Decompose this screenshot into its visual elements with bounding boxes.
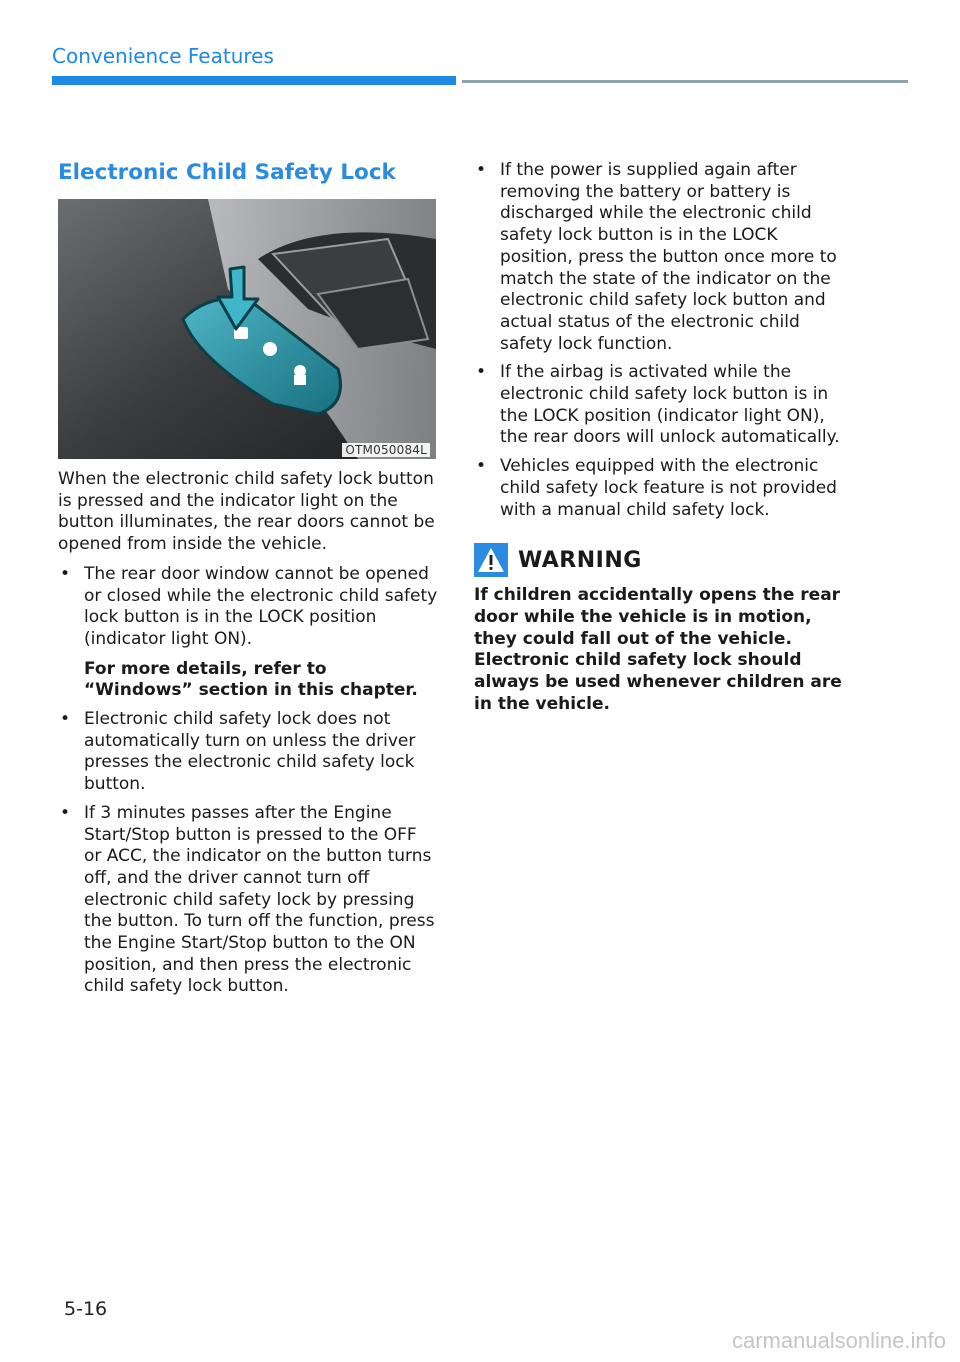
bullet-text: If the power is supplied again after removing the battery or battery is discharged while the electronic child safety lock button is in the LOCK position, press the button once more to match the state of the indicator on the electronic child safety lock button and actual status of the electronic child safety lock function. bbox=[500, 160, 837, 354]
intro-paragraph: When the electronic child safety lock button is pressed and the indicator light on the button illuminates, the rear doors cannot be opened from inside the vehicle. bbox=[58, 469, 435, 555]
list-item bbox=[474, 362, 850, 449]
list-item bbox=[58, 803, 438, 998]
warning-text: If children accidentally opens the rear door while the vehicle is in motion, they could fall out of the vehicle. Electronic child safety lock should always be used whenever children are in the vehicle. bbox=[474, 585, 842, 714]
bullet-text: Electronic child safety lock does not automatically turn on unless the driver presses the electronic child safety lock button. bbox=[84, 709, 416, 795]
bullet-glyph: • bbox=[60, 802, 71, 823]
list-item bbox=[474, 160, 850, 355]
bullet-note: For more details, refer to “Windows” section in this chapter. bbox=[84, 658, 418, 701]
bullet-glyph: • bbox=[476, 456, 487, 477]
left-bullet-list bbox=[58, 564, 438, 998]
header-section-title: Convenience Features bbox=[52, 44, 274, 68]
header-rule-gray bbox=[462, 80, 908, 83]
right-column bbox=[474, 160, 850, 715]
list-item bbox=[58, 709, 438, 796]
bullet-text: If the airbag is activated while the electronic child safety lock button is in the LOCK position (indicator light ON), the rear doors will unlock automatically. bbox=[500, 362, 840, 448]
header-rule-blue bbox=[52, 76, 456, 85]
bullet-text: If 3 minutes passes after the Engine Start/Stop button is pressed to the OFF or ACC, the indicator on the button turns off, and the driver cannot turn off electronic child safety lock by pressing the button. To turn off the function, press the Engine Start/Stop button to the ON position, and then press the electronic child safety lock button. bbox=[84, 802, 435, 997]
warning-title: WARNING bbox=[518, 547, 642, 573]
list-item bbox=[474, 456, 850, 521]
section-heading: Electronic Child Safety Lock bbox=[58, 160, 396, 185]
page-number: 5-16 bbox=[64, 1298, 108, 1320]
right-bullet-list bbox=[474, 160, 850, 521]
left-column bbox=[58, 160, 438, 1005]
watermark: carmanualsonline.info bbox=[731, 1328, 946, 1353]
child-lock-photo bbox=[58, 199, 436, 459]
bullet-text: The rear door window cannot be opened or closed while the electronic child safety lock button is in the LOCK position (indicator light ON). bbox=[84, 563, 438, 649]
warning-triangle-icon bbox=[474, 543, 508, 577]
bullet-glyph: • bbox=[476, 160, 487, 180]
list-item bbox=[58, 564, 438, 702]
warning-header bbox=[474, 543, 850, 577]
figure-code: OTM050084L bbox=[342, 443, 430, 457]
bullet-text: Vehicles equipped with the electronic child safety lock feature is not provided with a manual child safety lock. bbox=[500, 456, 837, 520]
bullet-glyph: • bbox=[60, 563, 71, 584]
bullet-glyph: • bbox=[476, 362, 487, 383]
bullet-glyph: • bbox=[60, 709, 71, 730]
